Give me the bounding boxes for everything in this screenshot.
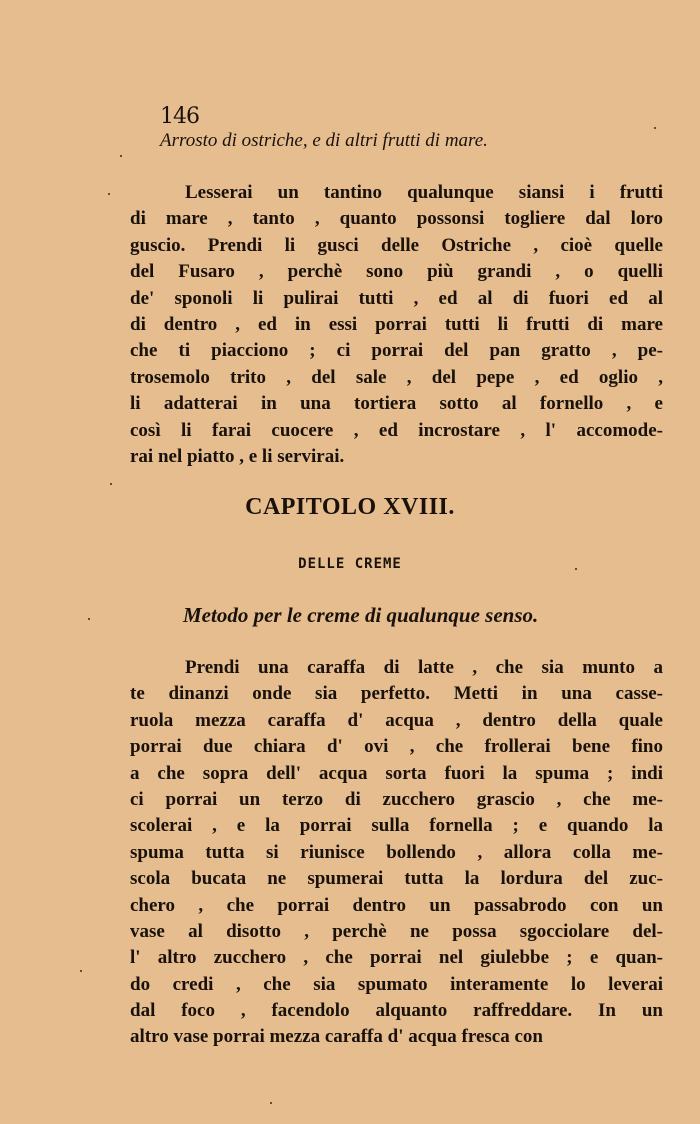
text-line: ruola mezza caraffa d' acqua , dentro della quale [130, 709, 663, 731]
text-line: di dentro , ed in essi porrai tutti li frutti di mare [130, 313, 663, 335]
text-line: di mare , tanto , quanto possonsi togliere dal loro [130, 208, 663, 230]
method-title: Metodo per le creme di qualunque senso. [183, 603, 539, 627]
text-line: rai nel piatto , e li servirai. [130, 445, 345, 467]
method-paragraph [130, 655, 663, 1051]
text-line: che ti piacciono ; ci porrai del pan gratto , pe- [130, 340, 663, 362]
text-line: vase al disotto , perchè ne possa sgocciolare del- [130, 920, 663, 942]
text-line: ci porrai un terzo di zucchero grascio , che me- [130, 788, 663, 810]
chapter-subtitle: DELLE CREME [298, 556, 402, 572]
text-line: Lesserai un tantino qualunque siansi i frutti [185, 182, 663, 203]
text-line: te dinanzi onde sia perfetto. Metti in una casse- [130, 683, 663, 705]
text-line: guscio. Prendi li gusci delle Ostriche , cioè quelle [130, 234, 663, 256]
print-speck [108, 193, 110, 195]
print-speck [110, 483, 112, 485]
text-line: del Fusaro , perchè sono più grandi , o quelli [130, 261, 663, 283]
text-line: dal foco , facendolo alquanto raffreddare. In un [130, 1000, 663, 1022]
text-line: scola bucata ne spumerai tutta la lordura del zuc- [130, 868, 663, 890]
text-line: altro vase porrai mezza caraffa d' acqua fresca con [130, 1026, 543, 1048]
print-speck [654, 127, 656, 129]
text-line: de' sponoli li pulirai tutti , ed al di fuori ed al [130, 287, 663, 309]
text-line: a che sopra dell' acqua sorta fuori la spuma ; indi [130, 762, 663, 784]
recipe-paragraph [130, 180, 663, 470]
text-line: li adatterai in una tortiera sotto al fornello , e [130, 393, 663, 415]
page-number: 146 [160, 104, 199, 129]
text-line: do credi , che sia spumato interamente lo leverai [130, 973, 663, 995]
text-line: così li farai cuocere , ed incrostare , l' accomode- [130, 419, 663, 441]
text-line: scolerai , e la porrai sulla fornella ; e quando la [130, 815, 663, 837]
text-line: porrai due chiara d' ovi , che frollerai bene fino [130, 736, 663, 758]
recipe-title: Arrosto di ostriche, e di altri frutti di mare. [160, 130, 488, 151]
text-line: trosemolo trito , del sale , del pepe , ed oglio , [130, 366, 663, 388]
print-speck [575, 568, 577, 570]
print-speck [88, 618, 90, 620]
text-line: chero , che porrai dentro un passabrodo con un [130, 894, 663, 916]
print-speck [270, 1102, 272, 1104]
chapter-title: CAPITOLO XVIII. [245, 494, 455, 520]
text-line: spuma tutta si riunisce bollendo , allora colla me- [130, 841, 663, 863]
print-speck [120, 155, 122, 157]
text-line: Prendi una caraffa di latte , che sia munto a [185, 657, 663, 678]
print-speck [80, 970, 82, 972]
text-line: l' altro zucchero , che porrai nel giulebbe ; e quan- [130, 947, 663, 969]
